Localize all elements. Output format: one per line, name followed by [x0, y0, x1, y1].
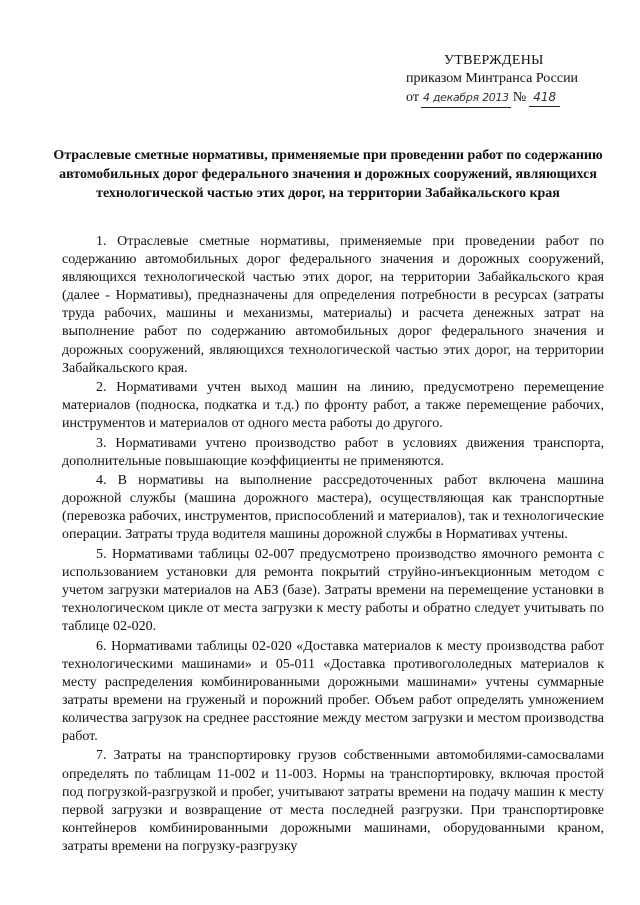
approval-title: УТВЕРЖДЕНЫ — [444, 53, 544, 68]
approval-date-row — [406, 88, 626, 108]
approval-order-line: приказом Минтранса России — [406, 71, 579, 86]
document-body — [62, 233, 604, 857]
approval-stamp — [406, 52, 626, 108]
approval-date-handwritten: 4 декабря 2013 — [421, 89, 511, 108]
paragraph-5: 5. Нормативами таблицы 02-007 предусмотрено производство ямочного ремонта с использованием установки для ремонта покрытий струйно-инъекционным методом с учетом загрузки материалов на АБЗ (базе). Затраты времени на перемещение установки в технологическом цикле от места загрузки к месту работы и обратно следует учитывать по таблице 02-020. — [62, 546, 604, 635]
paragraph-1: 1. Отраслевые сметные нормативы, применяемые при проведении работ по содержанию автомобильных дорог федерального значения и дорожных сооружений, являющихся технологической частью этих дорог, на территории Забайкальского края (далее - Нормативы), предназначены для определения потребности в ресурсах (затраты труда рабочих, машины и механизмы, материалы) и расчета денежных затрат на выполнение работ по содержанию автомобильных дорог федерального значения и дорожных сооружений, являющихся технологической частью этих дорог, на территории Забайкальского края. — [62, 234, 604, 376]
paragraph-3: 3. Нормативами учтено производство работ в условиях движения транспорта, дополнительные повышающие коэффициенты не применяются. — [62, 435, 604, 469]
paragraph-7: 7. Затраты на транспортировку грузов собственными автомобилями-самосвалами определять по таблицам 11-002 и 11-003. Нормы на транспортировку, включая простой под погрузкой-разгрузкой и пробег, учитывают затраты времени на подачу машин к месту первой загрузки и возвращение от места последней разгрузки. При транспортировке контейнеров комбинированными дорожными машинами, оборудованными краном, затраты времени на погрузку-разгрузку — [62, 748, 604, 854]
approval-number-label: № — [512, 90, 527, 105]
paragraph-6: 6. Нормативами таблицы 02-020 «Доставка материалов к месту производства работ технологическими машинами» и 05-011 «Доставка противогололедных материалов к месту распределения комбинированными дорожными машинами» учтены суммарные затраты времени на груженый и порожний пробег. Объем работ определять умножением количества загрузок на среднее расстояние между местом загрузки и местом производства работ. — [62, 638, 604, 745]
document-title: Отраслевые сметные нормативы, применяемые при проведении работ по содержанию автомобильных дорог федерального значения и дорожных сооружений, являющихся технологической частью этих дорог, на территории Забайкальского края — [53, 148, 603, 201]
approval-number-handwritten: 418 — [529, 88, 560, 107]
paragraph-2: 2. Нормативами учтен выход машин на линию, предусмотрено перемещение материалов (подноска, подкатка и т.д.) по фронту работ, а также перемещение рабочих, инструментов и материалов от одного места работы до другого. — [62, 380, 604, 432]
approval-date-prefix: от — [406, 90, 419, 105]
paragraph-4: 4. В нормативы на выполнение рассредоточенных работ включена машина дорожной службы (машина дорожного мастера), осуществляющая как транспортные (перевозка рабочих, инструментов, приспособлений и материалов), так и технологические операции. Затраты труда водителя машины дорожной службы в Нормативах учтены. — [62, 473, 604, 543]
